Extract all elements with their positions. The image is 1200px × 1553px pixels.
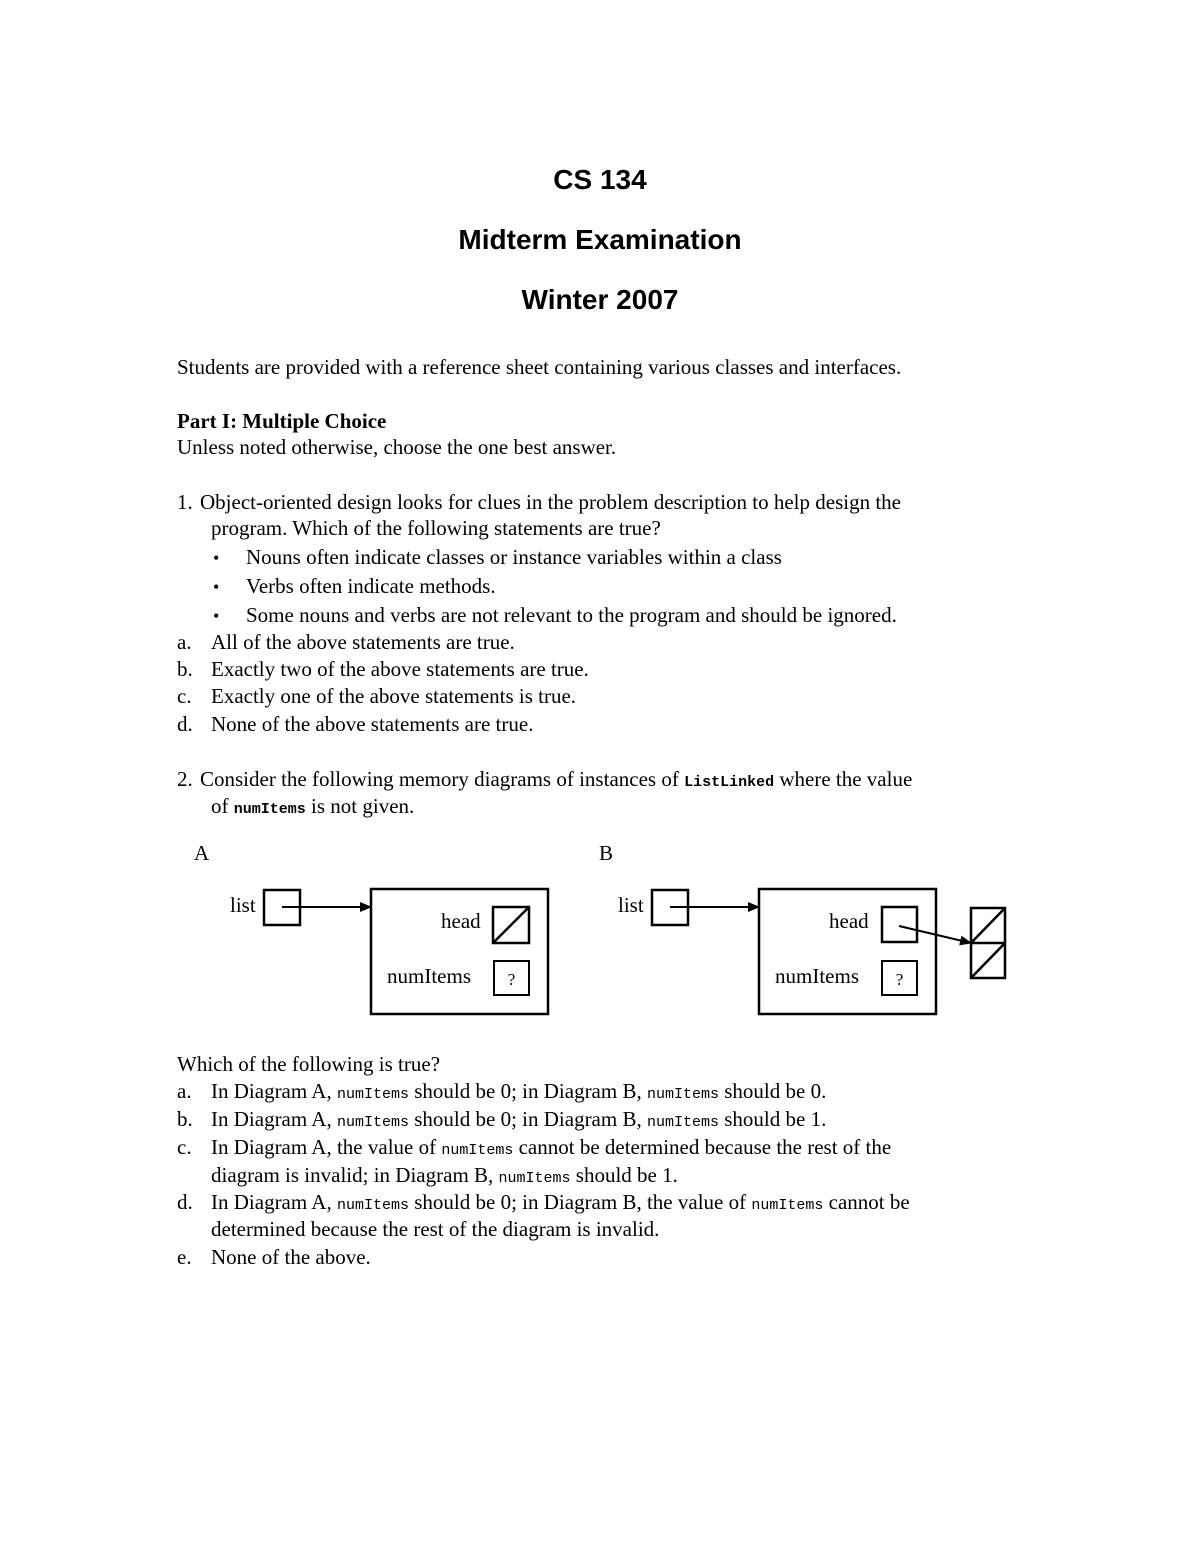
bullet-item: Verbs often indicate methods. (246, 574, 496, 598)
bullet-glyph: • (213, 606, 220, 626)
option-text: Exactly two of the above statements are true. (211, 657, 589, 681)
bullet-item: Some nouns and verbs are not relevant to the program and should be ignored. (246, 603, 897, 627)
diagram-label: B (599, 841, 614, 865)
bullet-item: Nouns often indicate classes or instance variables within a class (246, 545, 782, 569)
field-label: numItems (775, 964, 859, 988)
code-term: ListLinked (684, 774, 775, 791)
part1-heading: Part I: Multiple Choice (177, 409, 387, 433)
option-letter: c. (177, 684, 192, 708)
question-number: 1. (177, 490, 193, 514)
null-slash (971, 908, 1005, 943)
question-text-line: Consider the following memory diagrams of instances of ListLinked where the value (200, 767, 913, 791)
code-term: numItems (498, 1170, 571, 1187)
option-letter: d. (177, 1190, 193, 1214)
option-letter: b. (177, 657, 193, 681)
option-text: In Diagram A, numItems should be 0; in Diagram B, numItems should be 0. (211, 1079, 827, 1103)
option-text: None of the above statements are true. (211, 712, 534, 736)
option-text: None of the above. (211, 1245, 371, 1269)
code-term: numItems (336, 1197, 409, 1214)
option-letter: e. (177, 1245, 192, 1269)
option-letter: b. (177, 1107, 193, 1131)
option-letter: a. (177, 1079, 192, 1103)
course-title: CS 134 (553, 164, 647, 195)
question-text-line: of numItems is not given. (211, 794, 415, 818)
variable-label: list (618, 893, 644, 917)
option-text: All of the above statements are true. (211, 630, 515, 654)
reference-box (882, 907, 917, 942)
field-label: head (829, 909, 869, 933)
code-term: numItems (646, 1114, 719, 1131)
question-number: 2. (177, 767, 193, 791)
option-text: In Diagram A, numItems should be 0; in Diagram B, the value of numItems cannot be (211, 1190, 910, 1214)
code-term: numItems (336, 1114, 409, 1131)
term-title: Winter 2007 (521, 284, 679, 315)
option-letter: a. (177, 630, 192, 654)
option-letter: d. (177, 712, 193, 736)
option-text: In Diagram A, numItems should be 0; in Diagram B, numItems should be 1. (211, 1107, 827, 1131)
code-term: numItems (336, 1086, 409, 1103)
option-text: diagram is invalid; in Diagram B, numItems should be 1. (211, 1163, 678, 1187)
diagram-a (194, 841, 548, 1014)
question-text-line: Object-oriented design looks for clues in the problem description to help design the (200, 490, 901, 514)
diagram-b (599, 841, 1005, 1014)
part1-instructions: Unless noted otherwise, choose the one best answer. (177, 435, 617, 459)
exam-title: Midterm Examination (458, 224, 742, 255)
question-text-line: program. Which of the following statements are true? (211, 516, 661, 540)
bullet-glyph: • (213, 577, 220, 597)
unknown-value: ? (895, 970, 904, 989)
code-term: numItems (441, 1142, 514, 1159)
code-term: numItems (751, 1197, 824, 1214)
field-label: head (441, 909, 481, 933)
diagram-label: A (194, 841, 210, 865)
option-letter: c. (177, 1135, 192, 1159)
field-label: numItems (387, 964, 471, 988)
option-text: In Diagram A, the value of numItems cannot be determined because the rest of the (211, 1135, 892, 1159)
option-text: determined because the rest of the diagram is invalid. (211, 1217, 660, 1241)
code-term: numItems (233, 801, 306, 818)
question-prompt: Which of the following is true? (177, 1052, 441, 1076)
unknown-value: ? (507, 970, 516, 989)
code-term: numItems (646, 1086, 719, 1103)
variable-label: list (230, 893, 256, 917)
intro-text: Students are provided with a reference sheet containing various classes and interfaces. (177, 355, 902, 379)
option-text: Exactly one of the above statements is true. (211, 684, 577, 708)
null-slash (971, 943, 1005, 978)
bullet-glyph: • (213, 548, 220, 568)
null-slash (493, 907, 529, 943)
